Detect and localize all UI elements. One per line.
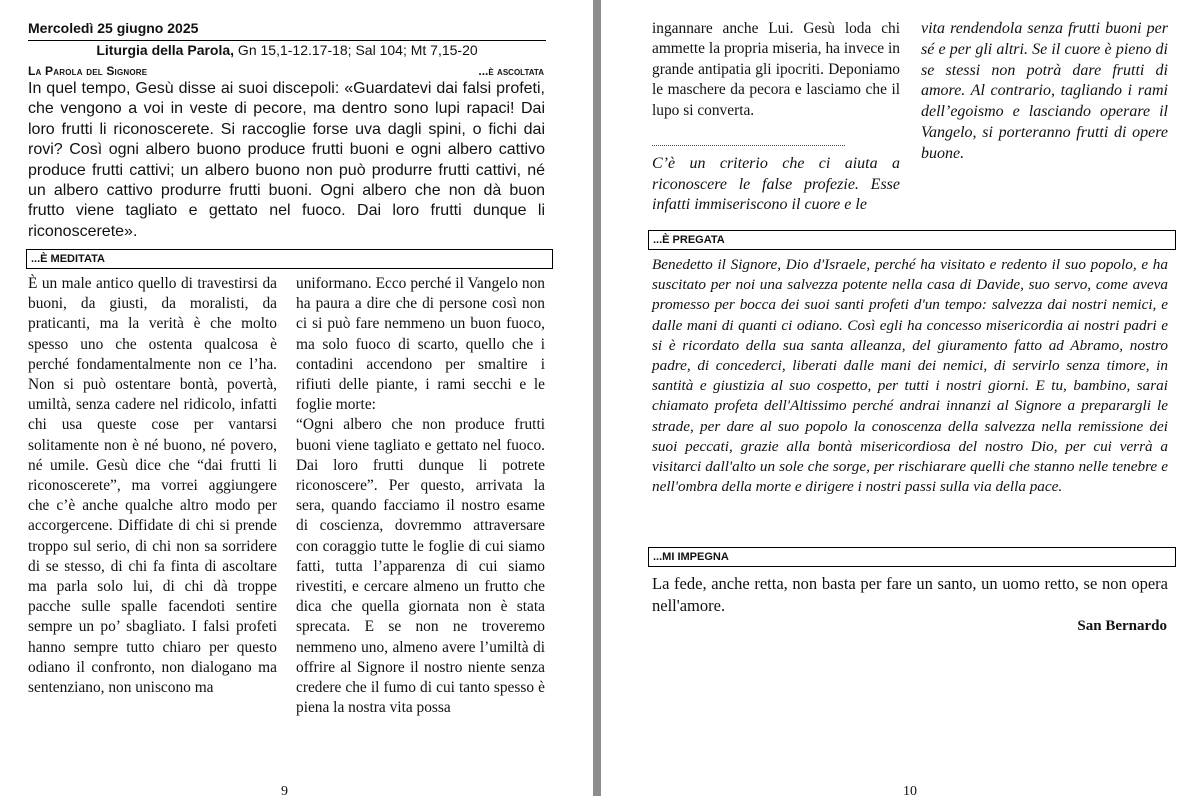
- reflection-column-2: vita rendendola senza frutti buoni per sé e per gli altri. Se il cuore è pieno di se stessi non potrà dare frutti di amore. Al contrario, tagliando i rami dell’egoismo e lasciando operare il Vangelo, si porteranno frutti di opere buone.: [921, 20, 1168, 162]
- prayed-section-header: [648, 230, 1176, 250]
- commitment-author: San Bernardo: [1077, 618, 1167, 634]
- commitment-label: ...MI IMPEGNA: [653, 551, 729, 563]
- page-gutter: [593, 0, 601, 796]
- meditated-label: ...È MEDITATA: [31, 253, 105, 265]
- meditation-paragraph: uniformano. Ecco perché il Vangelo non ha paura a dire che di persone così non ci si può fare nemmeno un buon fuoco, ma solo fuoco di scarto, quello che i contadini accendono per smaltire i rifiuti delle piante, i rami secchi e le foglie morte:: [296, 275, 545, 414]
- gospel-text: In quel tempo, Gesù disse ai suoi discepoli: «Guardatevi dai falsi profeti, che vengono a voi in veste di pecore, ma dentro sono lupi rapaci! Dai loro frutti li riconoscerete. Si raccoglie forse uva dagli spini, o fichi dai rovi? Così ogni albero buono produce frutti buoni e ogni albero cattivo produce frutti cattivi; un albero buono non può produrre frutti cattivi, né un albero cattivo produrre frutti buoni. Ogni albero che non dà buon frutto viene tagliato e gettato nel fuoco. Dai loro frutti dunque li riconoscerete».: [28, 80, 545, 240]
- meditation-paragraph: “Ogni albero che non produce frutti buoni viene tagliato e gettato nel fuoco. Dai loro frutti dunque li potrete riconoscere”. Per questo, arrivata la sera, quando facciamo il nostro esame di coscienza, dovremmo attraversare con coraggio tutte le foglie di cui siamo fatti, tutta l’apparenza di cui siamo rivestiti, e cercare almeno un frutto che dica che quella giornata non è stata sprecata. E se non ne troveremo nemmeno uno, almeno avere l’umiltà di offrire al Signore il nostro niente senza credere che il fumo di cui tanto spesso è piena la nostra vita possa: [296, 416, 545, 717]
- liturgy-references: [28, 42, 546, 58]
- right-page: [601, 0, 1191, 796]
- dotted-divider: [652, 145, 845, 146]
- meditation-column-2: [296, 274, 545, 718]
- prayed-label: ...È PREGATA: [653, 234, 725, 246]
- prayer-text: Benedetto il Signore, Dio d'Israele, perché ha visitato e redento il suo popolo, e ha suscitato per noi una salvezza potente nella casa di Davide, suo servo, come aveva promesso per bocca dei suoi santi profeti d'un tempo: salvezza dai nostri nemici, e dalle mani di quanti ci odiano. Così egli ha concesso misericordia ai nostri padri e si è ricordato della sua santa alleanza, del giuramento fatto ad Abramo, nostro padre, di concederci, liberati dalle mani dei nemici, di servirlo senza timore, in santità e giustizia al suo cospetto, per tutti i nostri giorni. E tu, bambino, sarai chiamato profeta dell'Altissimo perché andrai innanzi al Signore a preparargli le strade, per dare al suo popolo la conoscenza della salvezza nella remissione dei suoi peccati, grazie alla bontà misericordiosa del nostro Dio, per cui verrà a visitarci dall'alto un sole che sorge, per rischiarare quelli che stanno nelle tenebre e nell'ombra della morte e dirigere i nostri passi sulla via della pace.: [652, 256, 1168, 496]
- commitment-section-header: [648, 547, 1176, 567]
- left-page: [0, 0, 593, 796]
- date-heading: Mercoledì 25 giugno 2025: [28, 20, 199, 36]
- liturgy-label: Liturgia della Parola,: [96, 42, 235, 58]
- meditated-section-header: [26, 249, 553, 269]
- heading-divider: [28, 40, 546, 41]
- listened-label: ...è ascoltata: [478, 64, 544, 78]
- word-of-the-lord-label: La Parola del Signore: [28, 64, 148, 78]
- reflection-column-1: C’è un criterio che ci aiuta a riconoscere le false profezie. Esse infatti immiseriscono il cuore e le: [652, 155, 900, 213]
- commitment-text: La fede, anche retta, non basta per fare un santo, un uomo retto, se non opera nell'amore.: [652, 574, 1168, 615]
- liturgy-refs: Gn 15,1-12.17-18; Sal 104; Mt 7,15-20: [234, 42, 478, 58]
- page-number: 10: [903, 784, 917, 796]
- meditation-continuation: ingannare anche Lui. Gesù loda chi ammette la propria miseria, ha invece in grande antipatia gli ipocriti. Deponiamo le maschere da pecora e lasciamo che il lupo si converta.: [652, 20, 900, 119]
- page-number: 9: [281, 784, 288, 796]
- meditation-column-1: È un male antico quello di travestirsi da buoni, da giusti, da moralisti, da praticanti, ma la verità è che molto spesso uno che ostenta qualcosa è perché fondamentalmente non ce l’ha. Non si può ostentare bontà, povertà, umiltà, senza cadere nel ridicolo, infatti chi usa queste cose per vantarsi solitamente non è né buono, né povero, né umile. Gesù dice che “dai frutti li riconoscerete”, ma vorrei aggiungere che c’è anche qualche altro modo per accorgercene. Diffidate di chi si prende troppo sul serio, di chi non sa sorridere di se stesso, di chi fa finta di ascoltare ma parla solo lui, di chi dà troppe pacche sulle spalle facendoti sentire sempre un po’ sbagliato. I falsi profeti hanno sempre tutto chiaro per questo odiano il confronto, non dialogano ma sentenziano, non uniscono ma: [28, 275, 277, 697]
